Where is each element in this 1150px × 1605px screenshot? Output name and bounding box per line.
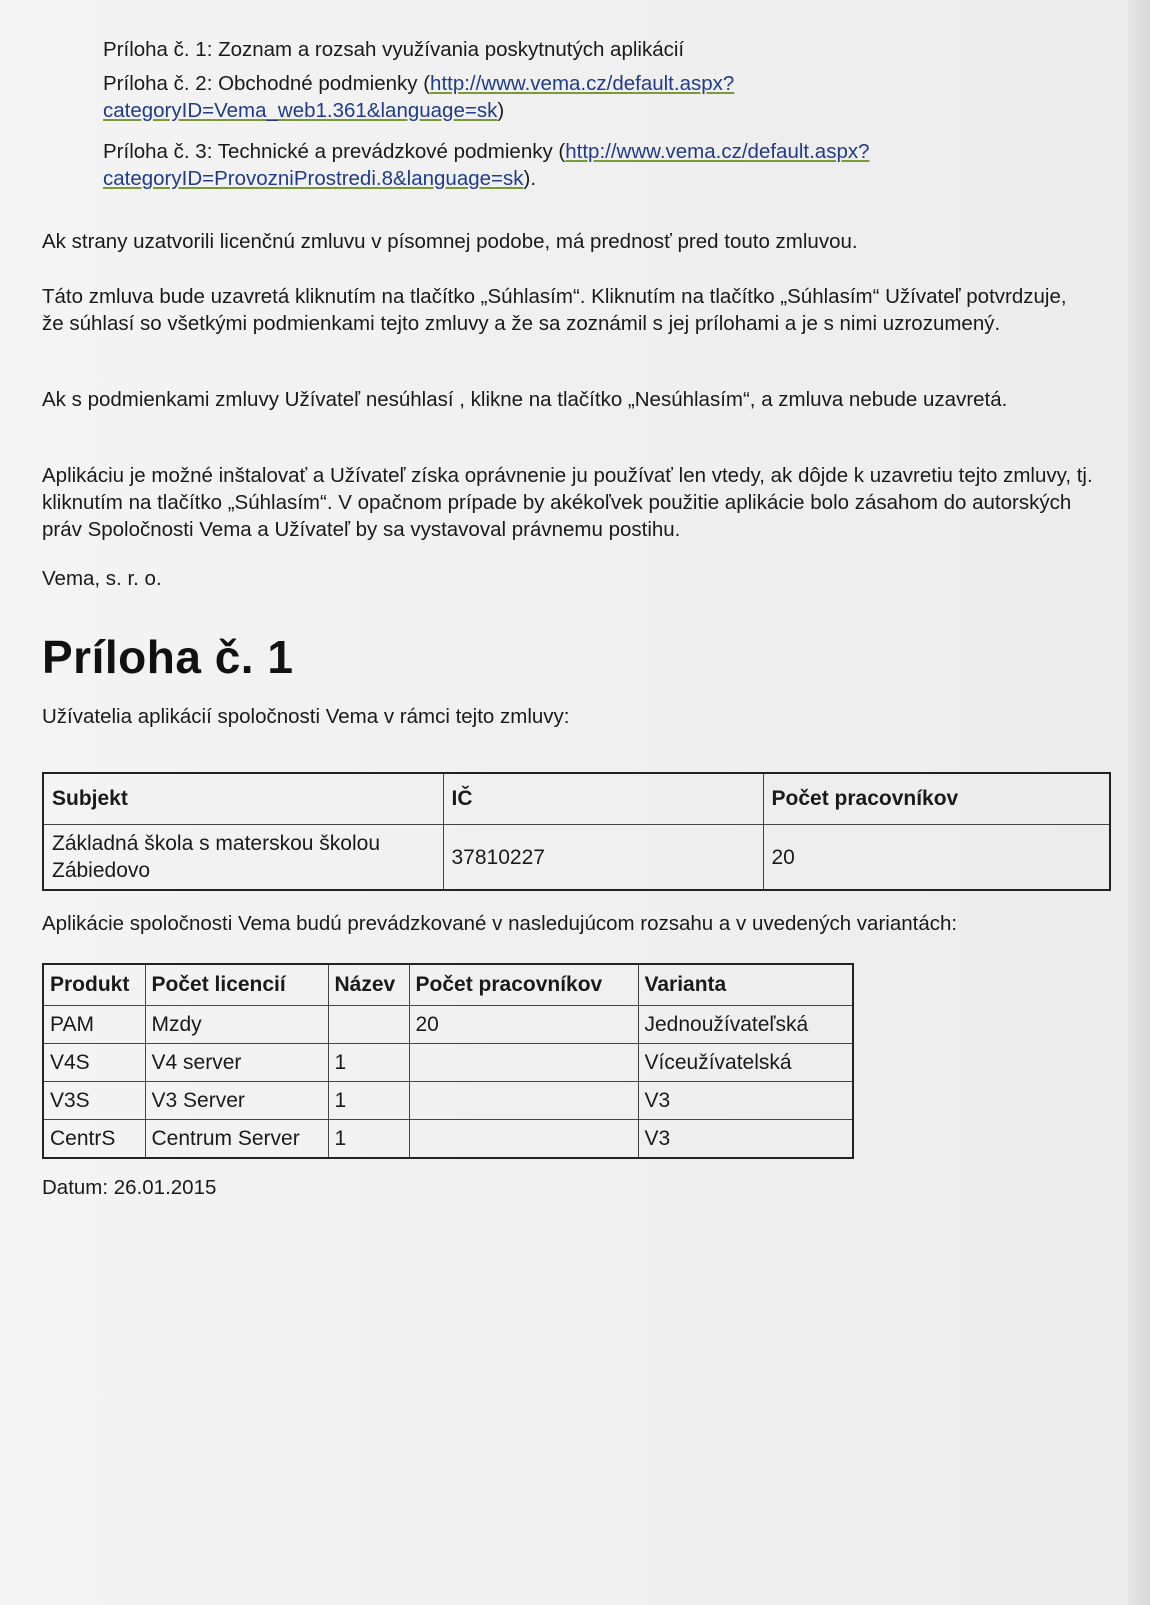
cell-product: V3S [43, 1082, 145, 1120]
header-ic: IČ [443, 773, 763, 825]
subject-ic: 37810227 [443, 825, 763, 891]
users-intro: Užívatelia aplikácií spoločnosti Vema v rámci tejto zmluvy: [42, 705, 570, 728]
table-row [43, 825, 1110, 891]
cell-product: CentrS [43, 1120, 145, 1159]
cell-employee-count: 20 [409, 1006, 638, 1044]
cell-licenses: Mzdy [145, 1006, 328, 1044]
page-edge [1128, 0, 1150, 1605]
cell-variant: Jednoužívateľská [638, 1006, 853, 1044]
cell-variant: V3 [638, 1082, 853, 1120]
table-row [43, 1006, 853, 1044]
subject-name: Základná škola s materskou školou Zábiedovo [43, 825, 443, 891]
annex-title: Príloha č. 1 [42, 631, 294, 683]
cell-variant: V3 [638, 1120, 853, 1159]
paragraph-precedence: Ak strany uzatvorili licenčnú zmluvu v písomnej podobe, má prednosť pred touto zmluvou. [42, 230, 858, 253]
cell-product: PAM [43, 1006, 145, 1044]
attachment-1: Príloha č. 1: Zoznam a rozsah využívania poskytnutých aplikácií [103, 38, 685, 61]
apps-table-header [43, 964, 853, 1006]
paragraph-installation: Aplikáciu je možné inštalovať a Užívateľ získa oprávnenie ju používať len vtedy, ak dôjde k uzavretiu tejto zmluvy, tj. kliknutím na tlačítko „Súhlasím“. V opačnom prípade by akékoľvek použitie aplikácie bolo zásahom do autorských práv Spoločnosti Vema a Užívateľ by sa vystavoval právnemu postihu. [42, 464, 1093, 541]
cell-employee-count [409, 1120, 638, 1159]
cell-product: V4S [43, 1044, 145, 1082]
subject-employees: 20 [763, 825, 1110, 891]
paragraph-acceptance: Táto zmluva bude uzavretá kliknutím na tlačítko „Súhlasím“. Kliknutím na tlačítko „Súhlasím“ Užívateľ potvrdzuje, že súhlasí so všetkými podmienkami tejto zmluvy a že sa zoznámil s jej prílohami a je s nimi uzrozumený. [42, 285, 1067, 335]
header-employee-count: Počet pracovníkov [409, 964, 638, 1006]
document-date: Datum: 26.01.2015 [42, 1176, 217, 1199]
attachment-3-link[interactable]: http://www.vema.cz/default.aspx? categoryID=ProvozniProstredi.8&language=sk [103, 140, 870, 190]
header-name: Název [328, 964, 409, 1006]
table-row [43, 1120, 853, 1159]
subject-table-header [43, 773, 1110, 825]
company-signature: Vema, s. r. o. [42, 567, 162, 590]
cell-licenses: V4 server [145, 1044, 328, 1082]
paragraph-rejection: Ak s podmienkami zmluvy Užívateľ nesúhlasí , klikne na tlačítko „Nesúhlasím“, a zmluva nebude uzavretá. [42, 388, 1008, 411]
cell-variant: Víceužívatelská [638, 1044, 853, 1082]
cell-name: 1 [328, 1082, 409, 1120]
attachment-3: Príloha č. 3: Technické a prevádzkové podmienky (http://www.vema.cz/default.aspx? categoryID=ProvozniProstredi.8&language=sk). [103, 140, 870, 190]
apps-intro: Aplikácie spoločnosti Vema budú prevádzkované v nasledujúcom rozsahu a v uvedených variantách: [42, 912, 958, 935]
cell-employee-count [409, 1082, 638, 1120]
cell-licenses: V3 Server [145, 1082, 328, 1120]
header-subject: Subjekt [43, 773, 443, 825]
cell-licenses: Centrum Server [145, 1120, 328, 1159]
apps-table [42, 963, 854, 1159]
cell-name: 1 [328, 1120, 409, 1159]
attachment-2: Príloha č. 2: Obchodné podmienky (http://www.vema.cz/default.aspx? categoryID=Vema_web1.361&language=sk) [103, 72, 735, 122]
attachment-2-link[interactable]: http://www.vema.cz/default.aspx? categoryID=Vema_web1.361&language=sk [103, 72, 735, 122]
header-variant: Varianta [638, 964, 853, 1006]
header-product: Produkt [43, 964, 145, 1006]
cell-name: 1 [328, 1044, 409, 1082]
cell-employee-count [409, 1044, 638, 1082]
subject-table [42, 772, 1111, 891]
cell-name [328, 1006, 409, 1044]
table-row [43, 1082, 853, 1120]
header-licenses: Počet licencií [145, 964, 328, 1006]
header-employees: Počet pracovníkov [763, 773, 1110, 825]
table-row [43, 1044, 853, 1082]
